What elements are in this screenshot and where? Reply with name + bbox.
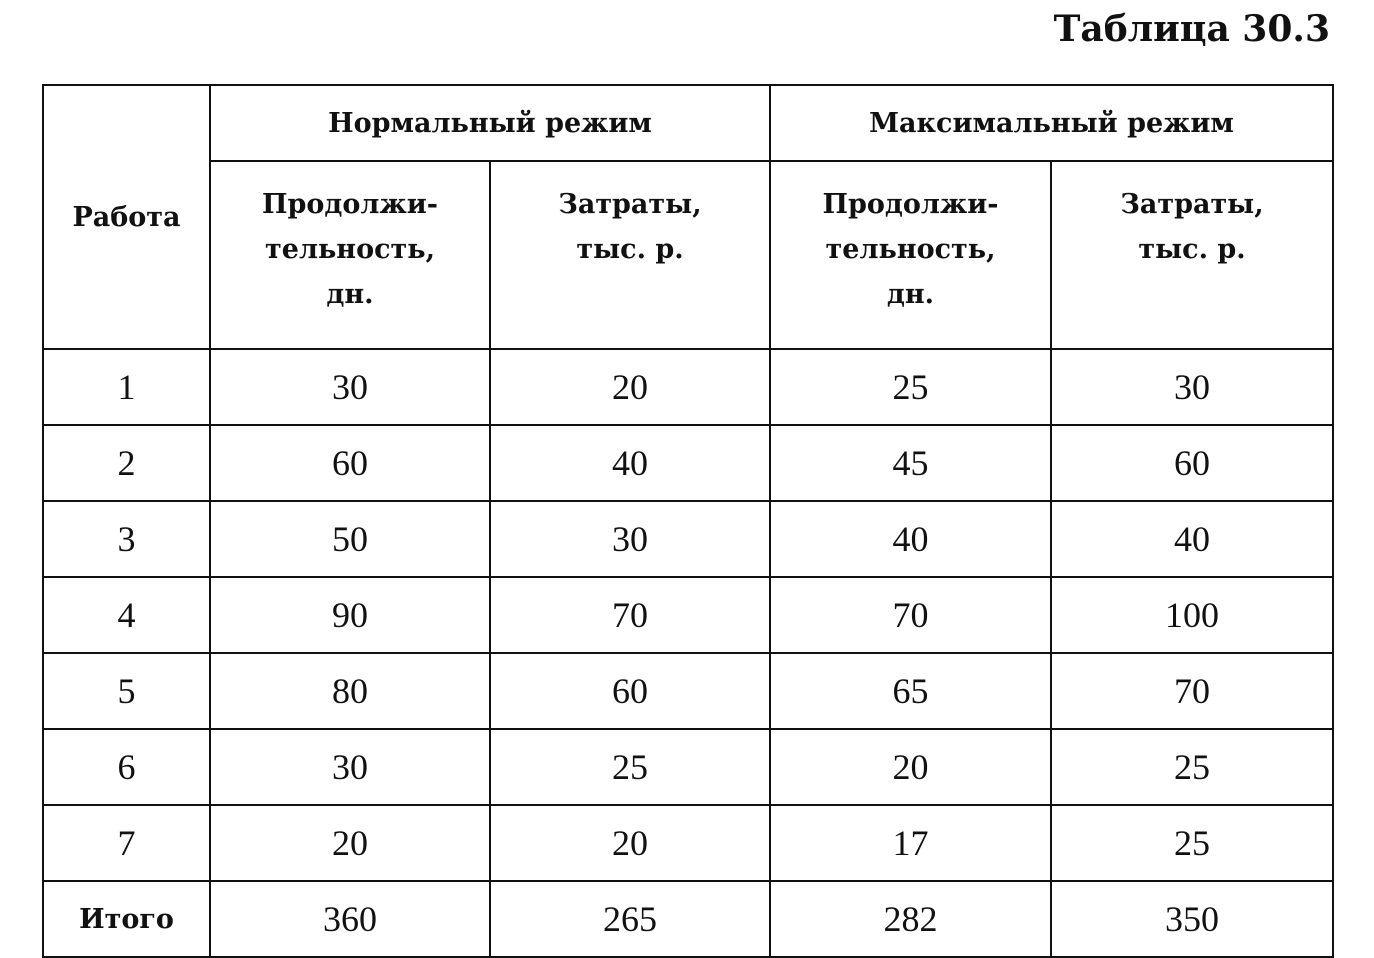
total-normal-cost: 265 bbox=[490, 881, 770, 957]
work-cell: 2 bbox=[43, 425, 210, 501]
max-duration-cell: 25 bbox=[770, 349, 1051, 425]
table-row bbox=[43, 653, 1333, 729]
work-cell: 5 bbox=[43, 653, 210, 729]
normal-duration-cell: 30 bbox=[210, 729, 490, 805]
normal-cost-cell: 40 bbox=[490, 425, 770, 501]
normal-cost-cell: 25 bbox=[490, 729, 770, 805]
max-cost-cell: 100 bbox=[1051, 577, 1333, 653]
header-line: Затраты, bbox=[1120, 189, 1264, 220]
normal-cost-cell: 20 bbox=[490, 349, 770, 425]
max-duration-cell: 45 bbox=[770, 425, 1051, 501]
max-cost-cell: 70 bbox=[1051, 653, 1333, 729]
total-max-duration: 282 bbox=[770, 881, 1051, 957]
header-line: дн. bbox=[326, 279, 374, 310]
header-max-cost bbox=[1051, 161, 1333, 349]
total-row bbox=[43, 881, 1333, 957]
work-cell: 6 bbox=[43, 729, 210, 805]
normal-cost-cell: 30 bbox=[490, 501, 770, 577]
table-caption: Таблица 30.3 bbox=[1053, 8, 1330, 50]
max-cost-cell: 25 bbox=[1051, 805, 1333, 881]
work-cell: 1 bbox=[43, 349, 210, 425]
header-line: Затраты, bbox=[558, 189, 702, 220]
normal-duration-cell: 50 bbox=[210, 501, 490, 577]
max-duration-cell: 70 bbox=[770, 577, 1051, 653]
normal-duration-cell: 90 bbox=[210, 577, 490, 653]
max-duration-cell: 20 bbox=[770, 729, 1051, 805]
header-line: тыс. р. bbox=[1138, 234, 1246, 265]
work-cell: 4 bbox=[43, 577, 210, 653]
table-row bbox=[43, 729, 1333, 805]
header-normal-mode: Нормальный режим bbox=[210, 85, 770, 161]
header-line: тельность, bbox=[265, 234, 435, 265]
total-normal-duration: 360 bbox=[210, 881, 490, 957]
header-line: тыс. р. bbox=[576, 234, 684, 265]
work-cell: 3 bbox=[43, 501, 210, 577]
work-cell: 7 bbox=[43, 805, 210, 881]
table-row bbox=[43, 349, 1333, 425]
normal-cost-cell: 70 bbox=[490, 577, 770, 653]
total-label: Итого bbox=[43, 881, 210, 957]
normal-duration-cell: 60 bbox=[210, 425, 490, 501]
normal-duration-cell: 20 bbox=[210, 805, 490, 881]
max-duration-cell: 40 bbox=[770, 501, 1051, 577]
max-duration-cell: 65 bbox=[770, 653, 1051, 729]
header-max-duration bbox=[770, 161, 1051, 349]
header-line: Продолжи- bbox=[822, 189, 999, 220]
max-cost-cell: 60 bbox=[1051, 425, 1333, 501]
header-normal-duration bbox=[210, 161, 490, 349]
normal-duration-cell: 30 bbox=[210, 349, 490, 425]
max-cost-cell: 40 bbox=[1051, 501, 1333, 577]
max-cost-cell: 25 bbox=[1051, 729, 1333, 805]
header-line: тельность, bbox=[825, 234, 996, 265]
total-max-cost: 350 bbox=[1051, 881, 1333, 957]
normal-cost-cell: 20 bbox=[490, 805, 770, 881]
data-table bbox=[42, 84, 1334, 958]
table-body bbox=[43, 349, 1333, 881]
normal-cost-cell: 60 bbox=[490, 653, 770, 729]
max-duration-cell: 17 bbox=[770, 805, 1051, 881]
table-row bbox=[43, 501, 1333, 577]
header-line: Продолжи- bbox=[262, 189, 438, 220]
normal-duration-cell: 80 bbox=[210, 653, 490, 729]
table-row bbox=[43, 805, 1333, 881]
header-line: дн. bbox=[886, 279, 935, 310]
table-row bbox=[43, 577, 1333, 653]
header-work: Работа bbox=[43, 85, 210, 349]
max-cost-cell: 30 bbox=[1051, 349, 1333, 425]
header-max-mode: Максимальный режим bbox=[770, 85, 1333, 161]
table-row bbox=[43, 425, 1333, 501]
header-normal-cost bbox=[490, 161, 770, 349]
